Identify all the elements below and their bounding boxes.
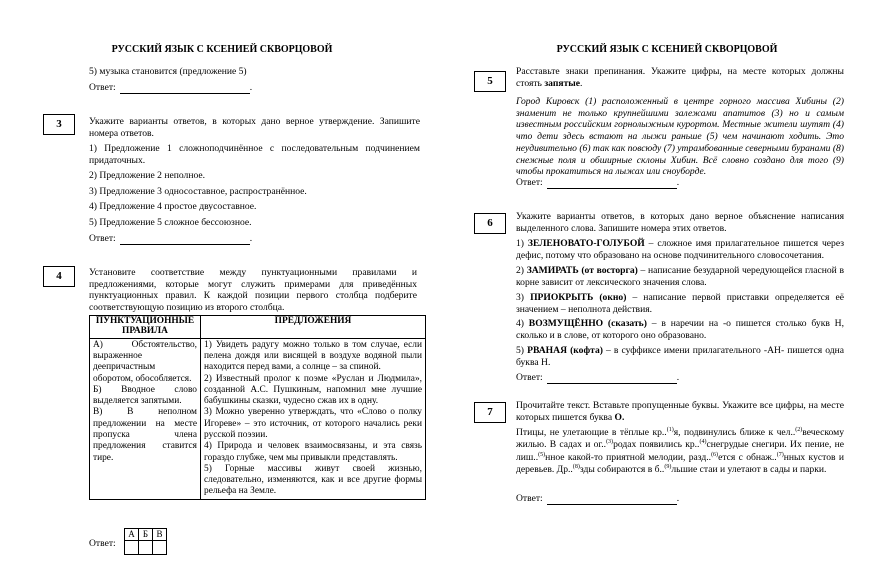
answer-line[interactable] [120,244,250,245]
task3-option: 2) Предложение 2 неполное. [89,170,206,181]
col-header-sentences: ПРЕДЛОЖЕНИЯ [201,316,426,339]
page-header: РУССКИЙ ЯЗЫК С КСЕНИЕЙ СКВОРЦОВОЙ [111,44,333,55]
rule-item: А) Обстоятельство, выраженное деепричастным оборотом, обособляется. [93,339,197,384]
answer-grid [124,528,167,555]
task7-text: Птицы, не улетающие в тёплые кр..$^{(1)}$я, подвинулись ближе к чел..$^{(2)}$веческому жилью. В садах и ог..$^{(3)}$родах появились кр..$^{(4)}$снегрудые снегири. Их пение, не лиш..$^{(5)}$нное какой-то приятной мелодии, разд..$^{(6)}$ется с обнаж..$^{(7)}$нных кустов и деревьев. Др..$^{(8)}$зды собираются в б..$^{(9)}$льшие стаи и улетают в сады и парки. [516,426,844,476]
left-page [0,0,444,571]
task2-item5: 5) музыка становится (предложение 5) [89,66,247,77]
task4-answer-label: Ответ: [89,538,116,549]
task3-answer: Ответ: . [89,233,253,244]
task3-option: 1) Предложение 1 сложноподчинённое с последовательным подчинением придаточных. [89,143,420,166]
task3-prompt: Укажите варианты ответов, в которых дано верное утверждение. Запишите номера ответов. [89,116,420,139]
task3-option: 4) Предложение 4 простое двусоставное. [89,201,257,212]
task3-option: 3) Предложение 3 односоставное, распространённое. [89,186,307,197]
answer-cell-b[interactable] [139,541,153,555]
answer-line[interactable] [547,504,677,505]
task6-option: 2) ЗАМИРАТЬ (от восторга) – написание безударной чередующейся гласной в корне зависит от лексического значения слова. [516,265,844,288]
sentence-item: 3) Можно уверенно утверждать, что «Слово о полку Игореве» – это источник, от которого начались реки русской поэзии. [204,407,422,440]
answer-line[interactable] [547,383,677,384]
task7-answer: Ответ: . [516,493,680,504]
task6-option: 1) ЗЕЛЕНОВАТО-ГОЛУБОЙ – сложное имя прилагательное пишется через дефис, потому что образовано на основе подчинительного словосочетания. [516,238,844,261]
sentence-item: 2) Известный пролог к поэме «Руслан и Людмила», созданной А.С. Пушкиным, напомнил мне лучшие бабушкины сказки, чудесно сжав их в одну. [204,373,422,407]
task5-text: Город Кировск (1) расположенный в центре горного массива Хибины (2) знаменит не только крупнейшими залежами апатитов (3) но и самым известным российским горнолыжным курортом. Местные жители шутят (4) что дети здесь встают на лыжи раньше (5) чем начинают ходить. Это неудивительно (6) так как повсюду (7) утрамбованные северными буранами (8) снежные поля и обширные склоны Хибин. Всё словно создано для того (9) чтобы прокатиться на лыжах или сноуборде. [516,96,844,178]
task6-option: 3) ПРИОКРЫТЬ (окно) – написание первой приставки определяется её значением – неполнота действия. [516,292,844,315]
rule-item: Б) Вводное слово выделяется запятыми. [93,384,197,407]
sentence-item: 4) Природа и человек взаимосвязаны, и эта связь гораздо глубже, чем мы привыкли представлять. [204,441,422,463]
task7-number: 7 [474,402,506,423]
task3-number: 3 [43,114,75,135]
punctuation-table [89,315,426,500]
answer-cell-v[interactable] [153,541,167,555]
answer-cell-a[interactable] [125,541,139,555]
task4-number: 4 [43,266,75,287]
task5-answer: Ответ: . [516,177,680,188]
answer-col-b: Б [139,529,153,541]
task4-prompt: Установите соответствие между пунктуационными правилами и предложениями, которые могут служить примерами для приведённых пунктуационных правил. К каждой позиции первого столбца подберите соответствующую позицию из второго столбца. [89,267,417,314]
page-header: РУССКИЙ ЯЗЫК С КСЕНИЕЙ СКВОРЦОВОЙ [556,44,778,55]
answer-line[interactable] [120,93,250,94]
sentence-item: 5) Горные массивы живут своей жизнью, следовательно, изменяются, как и все другие формы рельефа на Земле. [204,463,422,497]
task6-option: 4) ВОЗМУЩЁННО (сказать) – в наречии на -о пишется столько букв Н, сколько и в слове, от которого оно образовано. [516,318,845,341]
task3-option: 5) Предложение 5 сложное бессоюзное. [89,217,252,228]
task6-option: 5) РВАНАЯ (кофта) – в суффиксе имени прилагательного -АН- пишется одна буква Н. [516,345,845,368]
sentences-cell [201,338,426,499]
task6-number: 6 [474,213,506,234]
answer-col-a: А [125,529,139,541]
task5-number: 5 [474,71,506,92]
answer-col-v: В [153,529,167,541]
rule-item: В) В неполном предложении на месте пропуска члена предложения ставится тире. [93,407,197,463]
col-header-rules: ПУНКТУАЦИОННЫЕ ПРАВИЛА [90,316,201,339]
task2-answer: Ответ: . [89,82,253,93]
rules-cell [90,338,201,499]
task6-prompt: Укажите варианты ответов, в которых дано верное объяснение написания выделенного слова. Запишите номера этих ответов. [516,211,844,234]
answer-line[interactable] [547,188,677,189]
sentence-item: 1) Увидеть радугу можно только в том случае, если пелена дождя или висящей в воздухе водяной пыли находится перед вами, а солнце – за спиной. [204,339,422,373]
task7-prompt: Прочитайте текст. Вставьте пропущенные буквы. Укажите все цифры, на месте которых пишется буква О. [516,400,844,423]
task5-prompt: Расставьте знаки препинания. Укажите цифры, на месте которых должны стоять запятые. [516,66,844,89]
right-page [445,0,889,571]
task6-answer: Ответ: . [516,372,680,383]
